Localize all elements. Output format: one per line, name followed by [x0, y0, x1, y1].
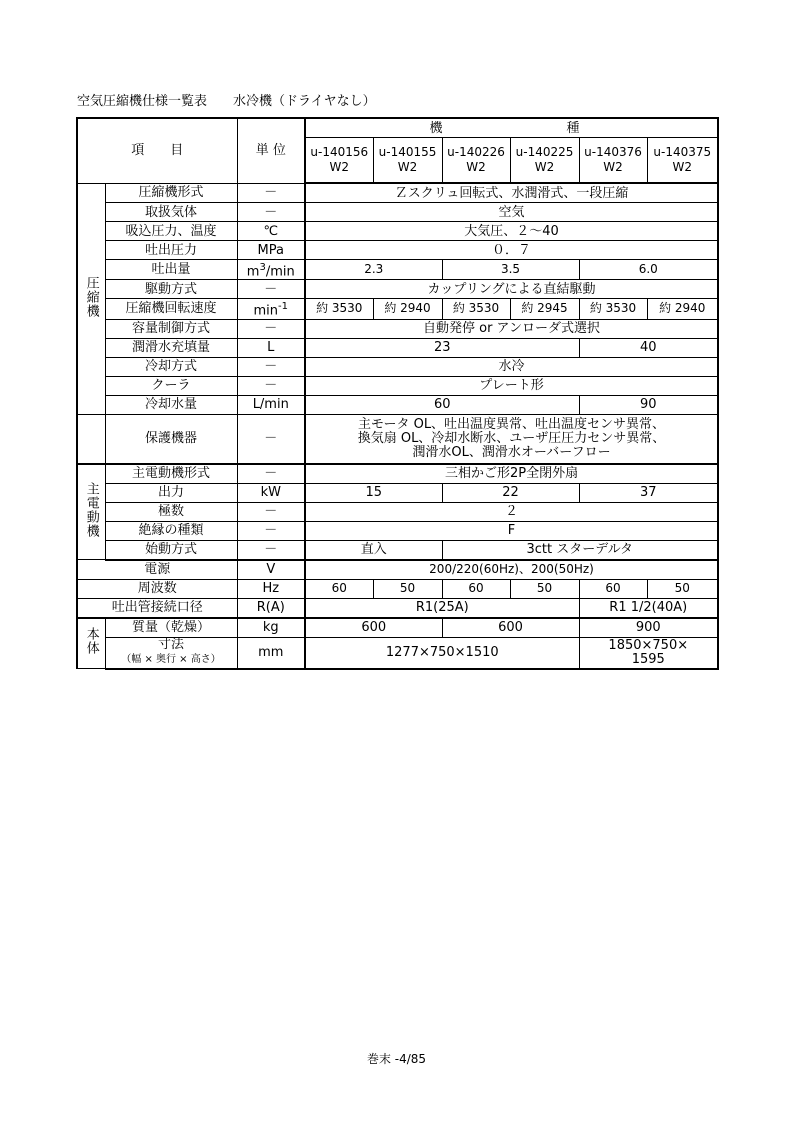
row-unit: kW — [237, 483, 305, 502]
row-label: クーラ — [105, 376, 237, 395]
row-value: 600 — [305, 618, 442, 638]
row-unit: V — [237, 560, 305, 580]
row-unit: kg — [237, 618, 305, 638]
section-body: 本体 — [77, 618, 105, 669]
row-label: 出力 — [105, 483, 237, 502]
row-value: 約 2940 — [373, 299, 442, 319]
row-unit: L/min — [237, 395, 305, 414]
row-cool-water — [77, 395, 718, 414]
row-value: 水冷 — [305, 357, 718, 376]
model-cell: u-140226 W2 — [442, 138, 510, 184]
row-unit: ℃ — [237, 222, 305, 241]
row-unit: L — [237, 338, 305, 357]
row-label: 絶縁の種類 — [105, 521, 237, 540]
row-unit: Hz — [237, 579, 305, 598]
document-title: 空気圧縮機仕様一覧表 水冷機（ドライヤなし） — [77, 94, 376, 109]
row-discharge-pressure — [77, 241, 718, 260]
row-suction — [77, 222, 718, 241]
row-insulation — [77, 521, 718, 540]
row-gas — [77, 203, 718, 222]
row-label: 潤滑水充填量 — [105, 338, 237, 357]
row-cooler — [77, 376, 718, 395]
row-unit: － — [237, 357, 305, 376]
row-value: 60 — [305, 579, 373, 598]
row-value: 2.3 — [305, 260, 442, 280]
row-label: 主電動機形式 — [105, 464, 237, 484]
row-value: 900 — [579, 618, 718, 638]
header-item: 項 目 — [77, 118, 237, 183]
row-water-fill — [77, 338, 718, 357]
row-label: 駆動方式 — [105, 280, 237, 299]
row-value: 大気圧、２～40 — [305, 222, 718, 241]
row-mass — [77, 618, 718, 638]
row-label: 質量（乾燥） — [105, 618, 237, 638]
row-power — [77, 560, 718, 580]
header-row-1 — [77, 118, 718, 138]
model-cell: u-140225 W2 — [510, 138, 579, 184]
page-footer: 巻末 -4/85 — [366, 1052, 427, 1066]
row-value: 主モータ OL、吐出温度異常、吐出温度センサ異常、 換気扇 OL、冷却水断水、ユーザ圧圧力センサ異常、 潤滑水OL、潤滑水オーバーフロー — [305, 414, 718, 464]
row-unit: － — [237, 376, 305, 395]
section-compressor: 圧縮機 — [77, 183, 105, 414]
row-frequency — [77, 579, 718, 598]
row-label: 吐出量 — [105, 260, 237, 280]
row-value: 200/220(60Hz)、200(50Hz) — [305, 560, 718, 580]
row-drive — [77, 280, 718, 299]
row-value: 50 — [647, 579, 718, 598]
row-value: 60 — [442, 579, 510, 598]
row-label: 吐出管接続口径 — [77, 598, 237, 618]
row-value: 50 — [510, 579, 579, 598]
row-label: 周波数 — [77, 579, 237, 598]
row-value: 15 — [305, 483, 442, 502]
row-label: 冷却水量 — [105, 395, 237, 414]
row-unit: － — [237, 203, 305, 222]
row-compressor-type — [77, 183, 718, 203]
row-value: F — [305, 521, 718, 540]
row-motor-type — [77, 464, 718, 484]
row-unit: － — [237, 464, 305, 484]
model-cell: u-140375 W2 — [647, 138, 718, 184]
spec-table — [76, 117, 719, 670]
row-value: 60 — [579, 579, 647, 598]
row-label: 圧縮機回転速度 — [105, 299, 237, 319]
row-unit: mm — [237, 637, 305, 669]
row-dimensions — [77, 637, 718, 669]
row-unit: $\min^{-1}$ — [237, 299, 305, 319]
row-unit: － — [237, 319, 305, 338]
row-start — [77, 540, 718, 560]
row-value: Ｚスクリュ回転式、水潤滑式、一段圧縮 — [305, 183, 718, 203]
row-value: ０．７ — [305, 241, 718, 260]
row-cooling — [77, 357, 718, 376]
row-label: 保護機器 — [105, 414, 237, 464]
row-value: R1 1/2(40A) — [579, 598, 718, 618]
row-label: 容量制御方式 — [105, 319, 237, 338]
row-unit: － — [237, 414, 305, 464]
model-cell: u-140156 W2 — [305, 138, 373, 184]
row-value: 37 — [579, 483, 718, 502]
row-poles — [77, 502, 718, 521]
model-cell: u-140155 W2 — [373, 138, 442, 184]
header-kishu: 機 種 — [305, 118, 718, 138]
row-value: 3.5 — [442, 260, 579, 280]
row-value: 22 — [442, 483, 579, 502]
model-cell: u-140376 W2 — [579, 138, 647, 184]
row-unit: － — [237, 502, 305, 521]
row-value: 40 — [579, 338, 718, 357]
row-unit: － — [237, 280, 305, 299]
row-label: 圧縮機形式 — [105, 183, 237, 203]
row-value: 約 3530 — [305, 299, 373, 319]
row-value: 90 — [579, 395, 718, 414]
row-value: 約 2940 — [647, 299, 718, 319]
row-value: 空気 — [305, 203, 718, 222]
row-label: 冷却方式 — [105, 357, 237, 376]
row-unit: － — [237, 521, 305, 540]
row-unit: MPa — [237, 241, 305, 260]
row-value: カップリングによる直結駆動 — [305, 280, 718, 299]
row-value: 6.0 — [579, 260, 718, 280]
row-label: 取扱気体 — [105, 203, 237, 222]
row-value: 約 2945 — [510, 299, 579, 319]
row-output — [77, 483, 718, 502]
row-value: R1(25A) — [305, 598, 579, 618]
row-value: 約 3530 — [579, 299, 647, 319]
row-value: 自動発停 or アンローダ式選択 — [305, 319, 718, 338]
row-unit: － — [237, 540, 305, 560]
row-value: 直入 — [305, 540, 442, 560]
row-pipe — [77, 598, 718, 618]
row-speed — [77, 299, 718, 319]
row-control — [77, 319, 718, 338]
row-value: 60 — [305, 395, 579, 414]
section-compressor-tail — [77, 414, 105, 464]
row-label: 寸法 （幅 × 奥行 × 高さ） — [105, 637, 237, 669]
row-value: 約 3530 — [442, 299, 510, 319]
row-label: 始動方式 — [105, 540, 237, 560]
row-value: ２ — [305, 502, 718, 521]
row-label: 吐出圧力 — [105, 241, 237, 260]
row-value: 50 — [373, 579, 442, 598]
section-motor: 主電動機 — [77, 464, 105, 560]
row-value: 3ctt スターデルタ — [442, 540, 718, 560]
row-unit: － — [237, 183, 305, 203]
row-protection — [77, 414, 718, 464]
row-value: プレート形 — [305, 376, 718, 395]
row-value: 600 — [442, 618, 579, 638]
row-value: 23 — [305, 338, 579, 357]
row-flow — [77, 260, 718, 280]
row-label: 極数 — [105, 502, 237, 521]
row-unit: $m^3/\min$ — [237, 260, 305, 280]
row-label: 電源 — [77, 560, 237, 580]
header-unit: 単 位 — [237, 118, 305, 183]
row-value: 1850×750× 1595 — [579, 637, 718, 669]
row-unit: R(A) — [237, 598, 305, 618]
row-value: 三相かご形2P全閉外扇 — [305, 464, 718, 484]
row-value: 1277×750×1510 — [305, 637, 579, 669]
row-label: 吸込圧力、温度 — [105, 222, 237, 241]
